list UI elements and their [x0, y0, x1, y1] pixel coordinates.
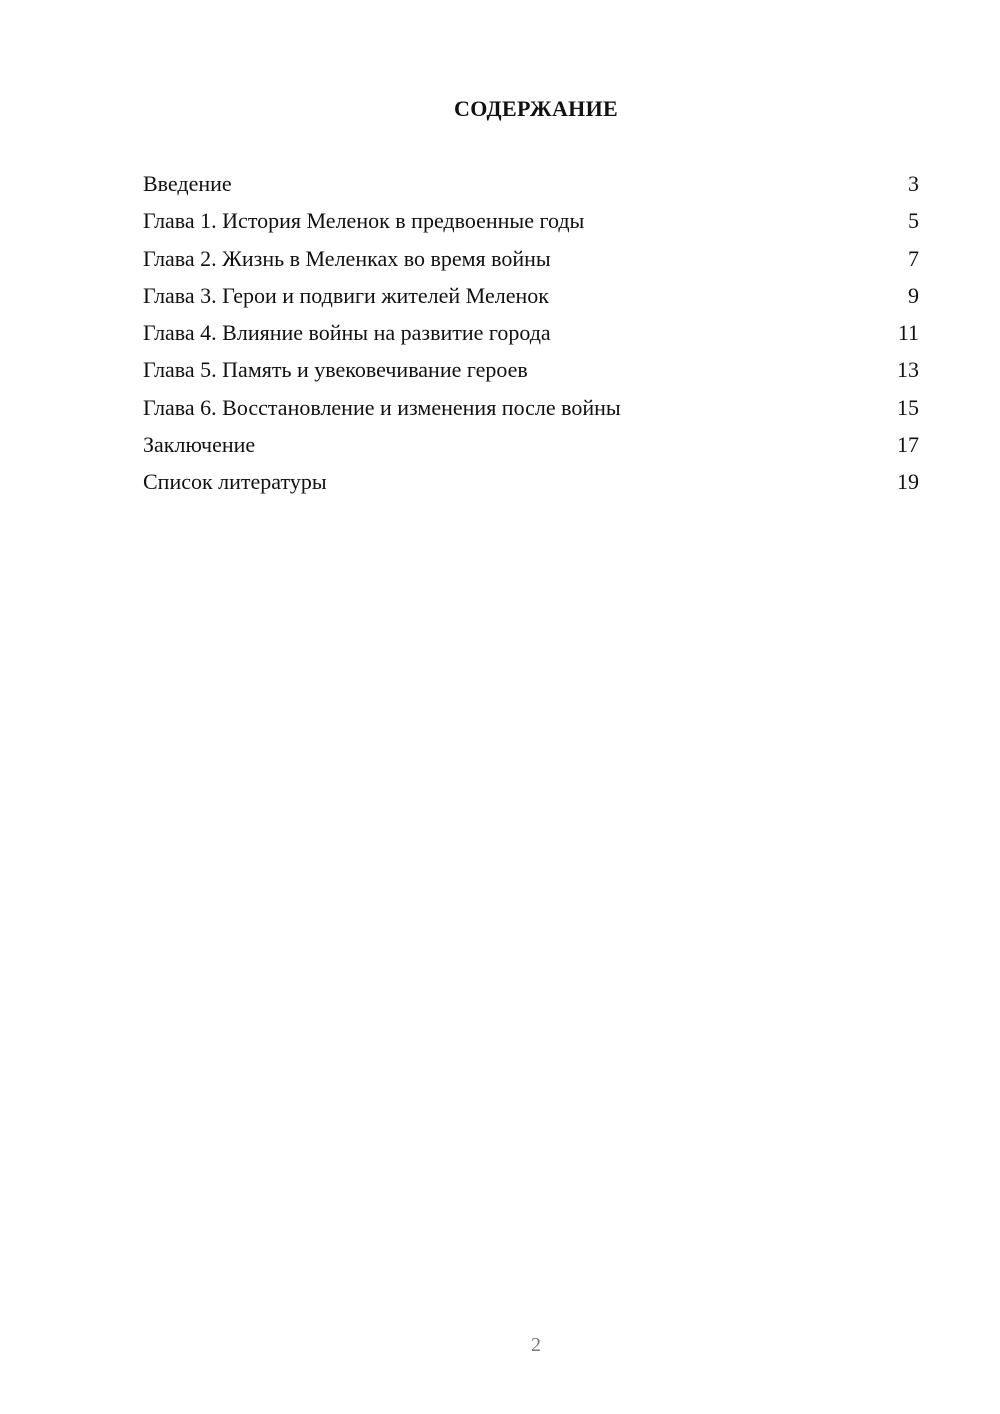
toc-entry-title: Глава 3. Герои и подвиги жителей Меленок — [143, 282, 549, 308]
toc-entry-page: 3 — [908, 171, 919, 196]
toc-entry-title: Заключение — [143, 432, 256, 458]
toc-heading: СОДЕРЖАНИЕ — [454, 96, 618, 121]
toc-entry-chapter-4 — [143, 317, 919, 354]
toc-entry-conclusion — [143, 429, 919, 466]
toc-entry-title: Глава 6. Восстановление и изменения после войны — [143, 394, 621, 420]
toc-entry-title: Глава 1. История Меленок в предвоенные годы — [143, 208, 585, 234]
toc-entry-page: 19 — [897, 469, 919, 495]
table-of-contents — [143, 168, 919, 504]
toc-entry-chapter-5 — [143, 354, 919, 391]
toc-entry-title: Введение — [143, 171, 232, 196]
toc-entry-title: Глава 2. Жизнь в Меленках во время войны — [143, 245, 551, 271]
toc-entry-chapter-2 — [143, 243, 919, 280]
toc-entry-chapter-1 — [143, 205, 919, 242]
toc-entry-introduction — [143, 168, 919, 205]
toc-entry-title: Глава 5. Память и увековечивание героев — [143, 357, 528, 383]
toc-entry-page: 5 — [908, 208, 919, 234]
toc-entry-page: 7 — [908, 245, 919, 271]
toc-entry-page: 9 — [908, 282, 919, 308]
toc-entry-chapter-6 — [143, 392, 919, 429]
toc-entry-title: Глава 4. Влияние войны на развитие города — [143, 320, 551, 346]
toc-entry-page: 17 — [897, 432, 919, 458]
toc-entry-page: 13 — [897, 357, 919, 383]
toc-entry-title: Список литературы — [143, 469, 327, 495]
toc-entry-page: 15 — [897, 394, 919, 420]
toc-entry-page: 11 — [897, 320, 919, 346]
page-number: 2 — [531, 1334, 541, 1356]
toc-entry-bibliography — [143, 466, 919, 503]
toc-entry-chapter-3 — [143, 280, 919, 317]
